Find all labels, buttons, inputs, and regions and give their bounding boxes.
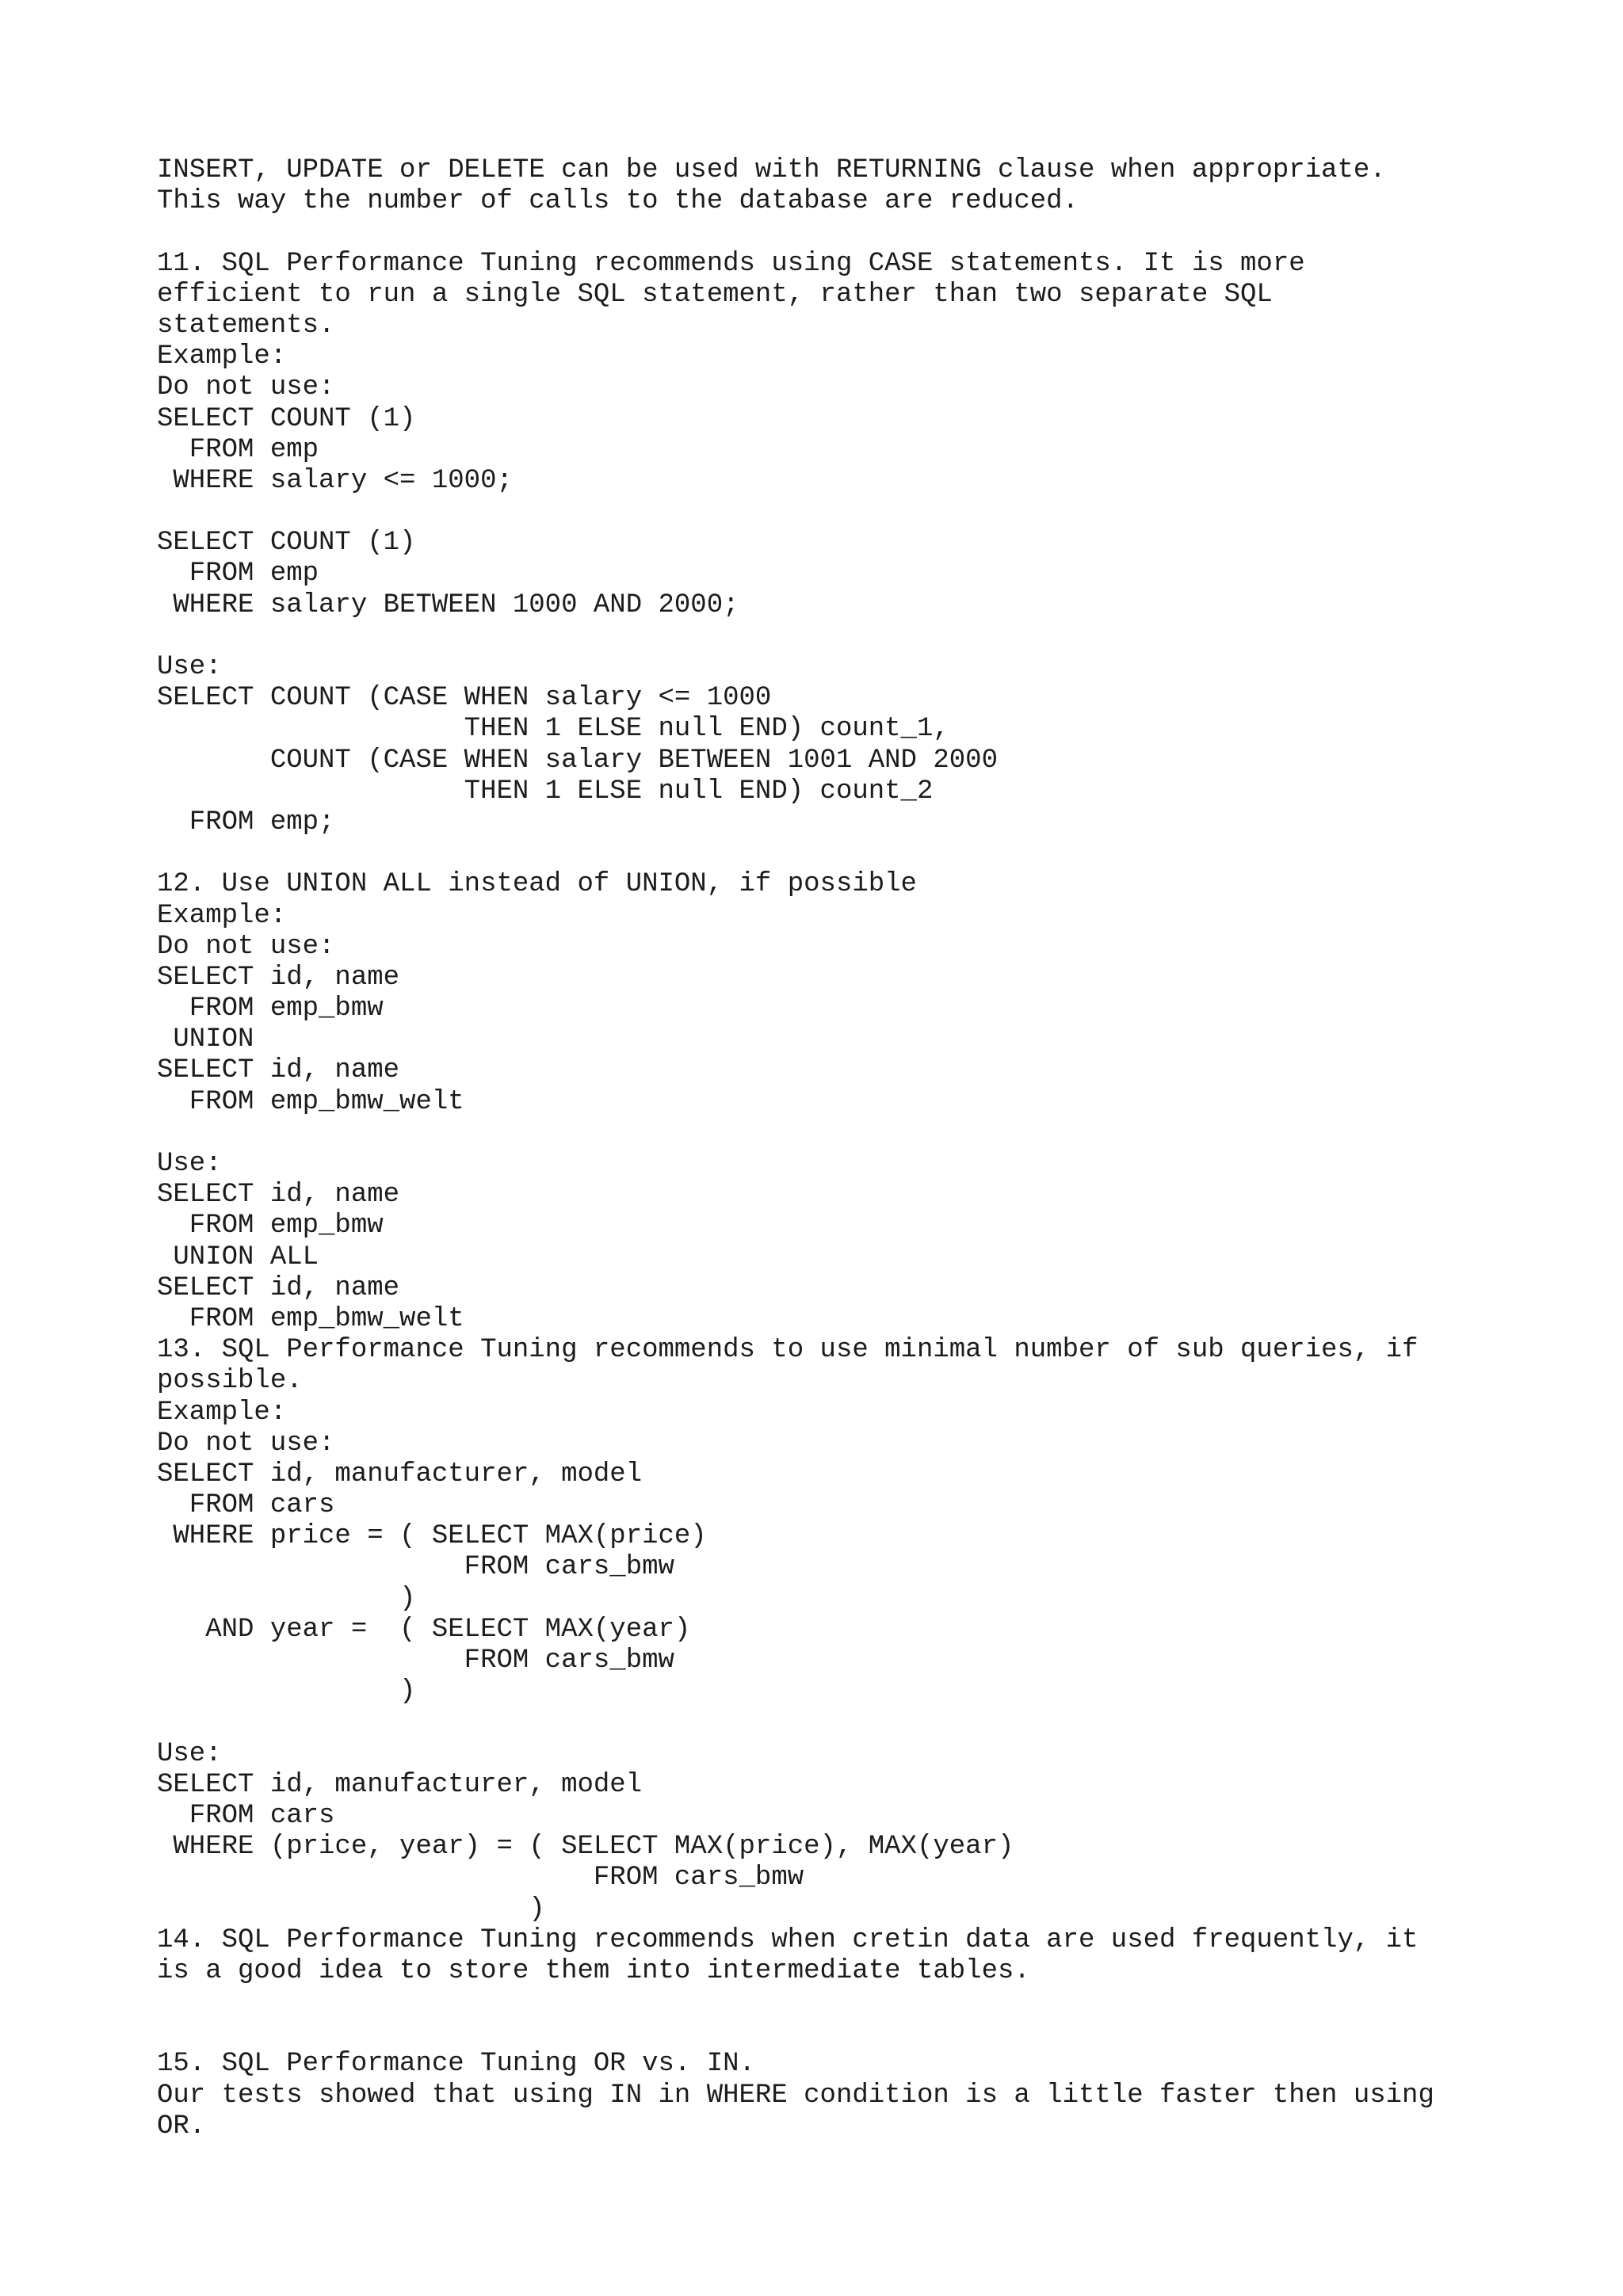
text-line: FROM emp_bmw: [157, 994, 384, 1024]
text-line: Example:: [157, 1397, 287, 1428]
text-line: THEN 1 ELSE null END) count_1,: [157, 714, 949, 745]
text-line: ): [157, 1894, 545, 1924]
text-line: FROM emp;: [157, 807, 335, 837]
text-line: This way the number of calls to the database are reduced.: [157, 186, 1079, 217]
text-line: [157, 217, 1434, 248]
text-line: SELECT id, name: [157, 962, 400, 993]
text-line: possible.: [157, 1366, 303, 1397]
text-line: Do not use:: [157, 931, 335, 962]
text-line: Example:: [157, 900, 287, 931]
text-line: SELECT id, manufacturer, model: [157, 1769, 643, 1800]
document-text: [157, 155, 1434, 2142]
text-line: INSERT, UPDATE or DELETE can be used with RETURNING clause when appropriate.: [157, 155, 1386, 185]
text-line: SELECT COUNT (CASE WHEN salary <= 1000: [157, 683, 772, 714]
text-line: SELECT COUNT (1): [157, 528, 416, 559]
text-line: Use:: [157, 652, 222, 682]
text-line: AND year = ( SELECT MAX(year): [157, 1614, 691, 1645]
text-line: THEN 1 ELSE null END) count_2: [157, 776, 934, 807]
text-line: WHERE (price, year) = ( SELECT MAX(price), MAX(year): [157, 1832, 1014, 1863]
text-line: [157, 2018, 1434, 2049]
text-line: 15. SQL Performance Tuning OR vs. IN.: [157, 2049, 755, 2080]
text-line: efficient to run a single SQL statement, rather than two separate SQL: [157, 279, 1273, 310]
text-line: FROM emp_bmw_welt: [157, 1303, 464, 1334]
text-line: WHERE salary <= 1000;: [157, 465, 513, 496]
text-line: 13. SQL Performance Tuning recommends to use minimal number of sub queries, if: [157, 1335, 1419, 1366]
text-line: ): [157, 1583, 416, 1614]
text-line: 11. SQL Performance Tuning recommends using CASE statements. It is more: [157, 248, 1305, 279]
text-line: FROM cars: [157, 1490, 335, 1521]
text-line: SELECT id, name: [157, 1055, 400, 1086]
text-line: WHERE salary BETWEEN 1000 AND 2000;: [157, 589, 739, 620]
text-line: [157, 838, 1434, 869]
text-line: SELECT id, name: [157, 1180, 400, 1211]
text-line: COUNT (CASE WHEN salary BETWEEN 1001 AND 2000: [157, 745, 998, 776]
text-line: SELECT id, name: [157, 1272, 400, 1303]
text-line: 12. Use UNION ALL instead of UNION, if possible: [157, 869, 917, 900]
text-line: Use:: [157, 1149, 222, 1179]
text-line: 14. SQL Performance Tuning recommends when cretin data are used frequently, it: [157, 1924, 1419, 1955]
text-line: Our tests showed that using IN in WHERE condition is a little faster then using: [157, 2080, 1434, 2111]
text-line: SELECT COUNT (1): [157, 403, 416, 434]
text-line: FROM cars_bmw: [157, 1646, 674, 1676]
text-line: Use:: [157, 1738, 222, 1769]
text-line: WHERE price = ( SELECT MAX(price): [157, 1521, 707, 1552]
text-line: FROM emp_bmw_welt: [157, 1086, 464, 1117]
text-line: [157, 1987, 1434, 2018]
text-line: [157, 1707, 1434, 1738]
text-line: FROM cars_bmw: [157, 1863, 804, 1894]
text-line: is a good idea to store them into intermediate tables.: [157, 1955, 1030, 1986]
text-line: SELECT id, manufacturer, model: [157, 1459, 643, 1489]
text-line: FROM cars: [157, 1800, 335, 1831]
text-line: Do not use:: [157, 372, 335, 403]
text-line: FROM emp: [157, 434, 319, 465]
text-line: [157, 1118, 1434, 1149]
text-line: OR.: [157, 2111, 206, 2142]
text-line: FROM emp_bmw: [157, 1211, 384, 1241]
text-line: UNION ALL: [157, 1241, 319, 1272]
text-line: Example:: [157, 341, 287, 372]
text-line: Do not use:: [157, 1428, 335, 1459]
text-line: statements.: [157, 310, 335, 341]
text-line: FROM emp: [157, 559, 319, 589]
text-line: [157, 497, 1434, 528]
text-line: FROM cars_bmw: [157, 1552, 674, 1583]
text-line: [157, 621, 1434, 652]
text-line: UNION: [157, 1024, 254, 1055]
text-line: ): [157, 1676, 416, 1707]
